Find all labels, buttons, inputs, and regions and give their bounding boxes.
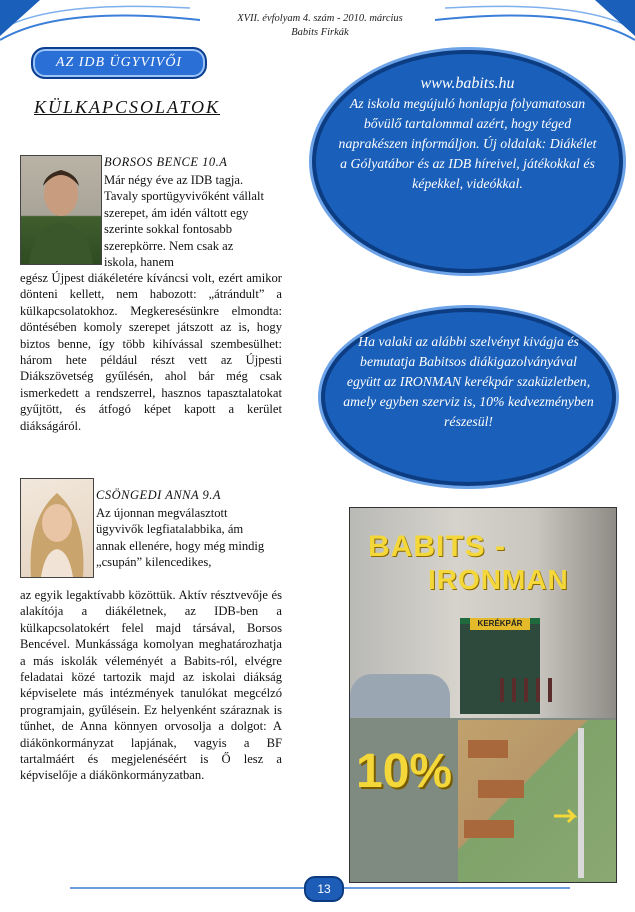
website-bubble-content xyxy=(316,74,619,194)
person2-body xyxy=(20,587,282,784)
photo-title-line1: BABITS - xyxy=(368,530,506,563)
website-bubble-text: Az iskola megújuló honlapja folyamatosan bővülő tartalommal azért, hogy téged naprakészen informáljon. Új oldalak: Diákélet a Gólyatábor és az IDB híreivel, játékokkal és képekkel, videókkal. xyxy=(338,96,597,191)
person2-name: CSÖNGEDI ANNA 9.A xyxy=(96,488,222,502)
photo-discount: 10% xyxy=(356,745,453,798)
person1-body xyxy=(20,270,282,434)
coupon-bubble xyxy=(321,308,616,486)
person1-name: BORSOS BENCE 10.A xyxy=(104,155,228,169)
website-url: www.babits.hu xyxy=(420,75,515,92)
photo-shop-sign: KERÉKPÁR xyxy=(470,618,530,630)
page-header xyxy=(0,0,635,52)
ironman-shop-photo xyxy=(349,507,617,883)
photo-title-line2: IRONMAN xyxy=(428,564,569,595)
section-label: AZ IDB ÜGYVIVŐI xyxy=(31,47,207,79)
corner-ornament-right-icon xyxy=(435,0,635,50)
person2-intro-text: Az újonnan megválasztott ügyvivők legfiatalabbika, ám annak ellenére, hogy még mindig „csupán” kilencedikes, xyxy=(96,506,265,570)
portrait-borsos-bence xyxy=(20,155,102,265)
map-arrow-icon xyxy=(458,720,616,882)
person-silhouette-icon xyxy=(21,156,101,264)
publication-name: Babits Firkák xyxy=(291,27,349,38)
coupon-bubble-text: Ha valaki az alábbi szelvényt kivágja és bemutatja Babitsos diákigazolványával együtt az IRONMAN kerékpár szaküzletben, amely egyben szerviz is, 10% kedvezményben részesül! xyxy=(343,334,594,429)
photo-bikes xyxy=(500,678,560,702)
portrait-csongedi-anna xyxy=(20,478,94,578)
person2-body-text: az egyik legaktívabb közöttük. Aktív résztvevője és alakítója a diákéletnek, az IDB-ben a külkapcsolatokért felel majd társával, Borsos Bencével. Munkássága komolyan meghatározhatja a más iskolák véleményét a Babits-ról, elvégre feladatai közé tartozik majd az iskolai diákság képviselete más intézmények tanulókat megcélzó programjain, gyűlésein. Ez helyenként száraznak is tűnhet, de Anna könnyen orvosolja a dolgot: A diákönkormányzat lapjának, vagyis a BF tartalmáért és megjelenéséért is Ő lesz a képviselője a diákönkormányzatban. xyxy=(20,588,282,783)
person1-body-text: egész Újpest diákéletére kíváncsi volt, ezért amikor dönteni kellett, nem habozott: „átrándult” a külkapcsolatokhoz. Megkeresésünkre elmondta: döntésében komoly szerepet játszott az is, hogy biztos benne, így több kihívással szembesülhet: három hete például részt vett az Újpesti Diákszövetség gyűlésén, ahol bár még csak ismerkedett a rendszerrel, hasznos tapasztalatokat gyűjtött, és átfogó képet kapott a kerület diákságáról. xyxy=(20,271,282,433)
person1-intro xyxy=(104,172,268,270)
photo-aerial-map xyxy=(458,720,616,882)
issue-line: XVII. évfolyam 4. szám - 2010. március xyxy=(237,13,403,24)
header-text xyxy=(200,12,440,40)
website-bubble xyxy=(312,50,623,273)
person2-intro xyxy=(96,505,268,571)
person1-intro-text: Már négy éve az IDB tagja. Tavaly sportügyvivőként vállalt szerepet, ám idén váltott egy szerinte sokkal fontosabb szerepkörre. Nem csak az iskola, hanem xyxy=(104,173,265,270)
corner-ornament-left-icon xyxy=(0,0,200,50)
page-heading: KÜLKAPCSOLATOK xyxy=(34,97,221,117)
page-number: 13 xyxy=(304,876,344,902)
person-silhouette-icon xyxy=(21,479,93,577)
